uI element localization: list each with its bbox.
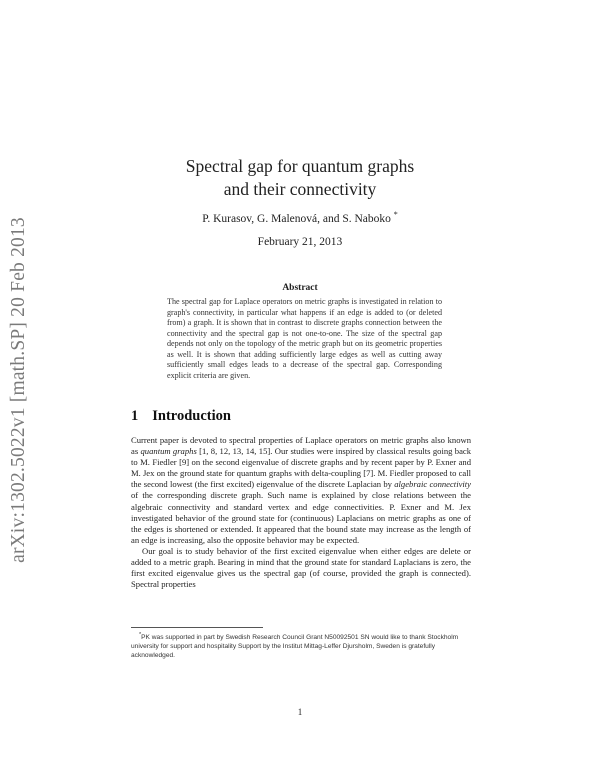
section-number: 1 bbox=[131, 408, 139, 424]
paragraph-2: Our goal is to study behavior of the first excited eigenvalue when either edges are delete or added to a metric graph. Bearing in mind that the ground state for standard Laplacians is zero, the first excited eigenvalue gives us the spectral gap (of course, provided the graph is connected). Spectral properties bbox=[131, 545, 471, 590]
footnote-mark: * bbox=[139, 632, 142, 638]
footnote-line bbox=[131, 631, 471, 660]
term-algebraic-connectivity: algebraic connectivity bbox=[394, 479, 471, 490]
term-quantum-graphs: quantum graphs bbox=[140, 446, 197, 457]
abstract-text: The spectral gap for Laplace operators on metric graphs is investigated in relation to graph's connectivity, in particular what happens if an edge is added to (or deleted from) a graph. It is shown that in contrast to discrete graphs connection between the connectivity and the spectral gap is not one-to-one. The size of the spectral gap depends not only on the topology of the metric graph but on its geometric properties as well. It is shown that adding sufficiently large edges as well as cutting away sufficiently small edges leads to a decrease of the spectral gap. Corresponding explicit criteria are given. bbox=[167, 297, 442, 380]
section-title: Introduction bbox=[152, 408, 231, 424]
abstract-heading: Abstract bbox=[282, 283, 318, 293]
footnote-rule bbox=[131, 627, 263, 628]
paragraph-1-part-c: of the corresponding discrete graph. Such name is explained by close relations between the algebraic connectivity and standard vertex and edge connectivities. P. Exner and M. Jex investigated behavior of the ground state for (continuous) Laplacians on metric graphs as one of the edges is shortened or extended. It appeared that the bound state may increase as the length of an edge is increasing, also the opposite behavior may be expected. bbox=[131, 490, 471, 545]
paper-date: February 21, 2013 bbox=[257, 236, 343, 248]
title-line-1: Spectral gap for quantum graphs bbox=[185, 156, 415, 176]
authors bbox=[130, 210, 470, 225]
author-footnote-mark: * bbox=[393, 210, 398, 219]
body-text bbox=[131, 435, 471, 590]
author-names: P. Kurasov, G. Malenová, and S. Naboko bbox=[202, 212, 391, 225]
title-line-2: and their connectivity bbox=[223, 179, 377, 199]
footnote-text: PK was supported in part by Swedish Research Council Grant N50092501 SN would like to thank Stockholm university for support and hospitality Support by the Institut Mittag-Leffer Djursholm, Sweden is gratefully acknowledged. bbox=[131, 634, 459, 660]
section-heading bbox=[131, 408, 231, 425]
footnote bbox=[131, 631, 471, 660]
paragraph-1-part-a: Current paper is devoted to spectral properties of Laplace operators on metric graphs also known as bbox=[131, 435, 471, 457]
arxiv-identifier-margin bbox=[3, 195, 35, 585]
page-number: 1 bbox=[297, 707, 303, 717]
arxiv-identifier: arXiv:1302.5022v1 [math.SP] 20 Feb 2013 bbox=[8, 217, 30, 563]
paragraph-1 bbox=[131, 435, 471, 546]
paragraph-1-part-b: [1, 8, 12, 13, 14, 15]. Our studies were inspired by classical results going back to M. Fiedler [9] on the second eigenvalue of discrete graphs and by recent paper by P. Exner and M. Jex on the ground state for quantum graphs with delta-coupling [7]. M. Fiedler proposed to call the second lowest (the first excited) eigenvalue of the discrete Laplacian by bbox=[131, 446, 471, 490]
paper-title bbox=[130, 155, 470, 201]
